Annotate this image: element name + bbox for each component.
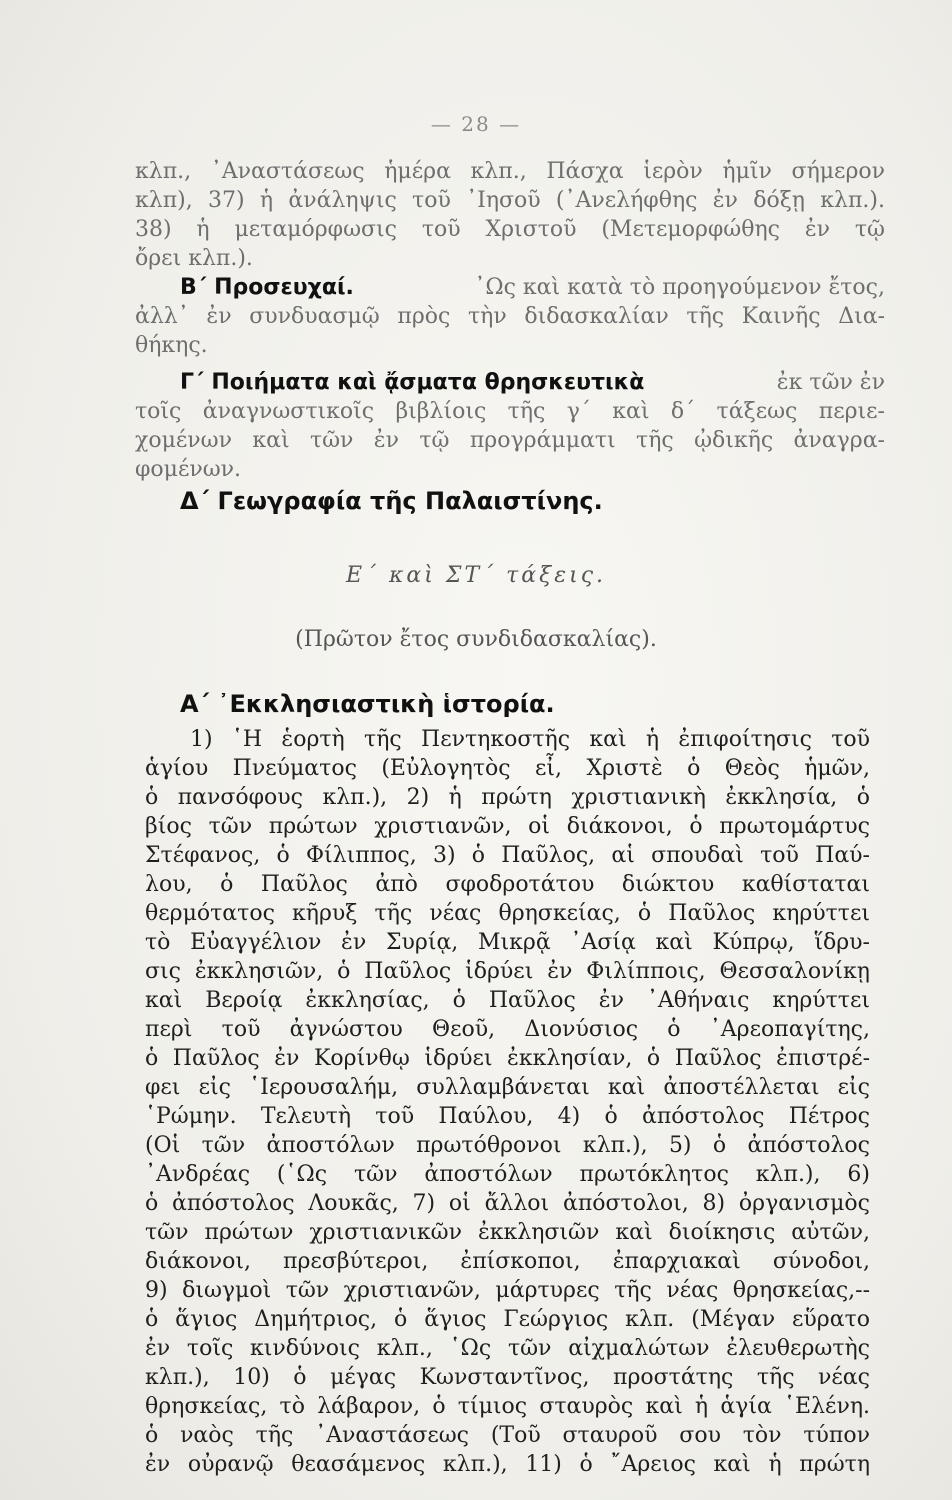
section-a-heading: Α΄ ᾿Εκκλησιαστικὴ ἱστορία. [180,690,555,718]
text-line: ᾿Ως καὶ κατὰ τὸ προηγούμενον ἔτος, [474,275,885,300]
text-line: ὁ πανσόφους κλπ.), 2) ἡ πρώτη χριστιανικὴ ἐκκλησία, ὁ [145,785,870,810]
text-line: τὸ Εὐαγγέλιον ἐν Συρίᾳ, Μικρᾷ ᾿Ασίᾳ καὶ Κύπρῳ, ἵδρυ- [145,930,870,955]
text-line: θερμότατος κῆρυξ τῆς νέας θρησκείας, ὁ Παῦλος κηρύττει [145,901,870,926]
section-d-heading: Δ΄ Γεωγραφία τῆς Παλαιστίνης. [180,487,603,515]
text-line: κλπ.), 10) ὁ μέγας Κωνσταντῖνος, προστάτης τῆς νέας [145,1365,870,1390]
text-line: σις ἐκκλησιῶν, ὁ Παῦλος ἱδρύει ἐν Φιλίπποις, Θεσσαλονίκῃ [145,959,870,984]
section-b-heading: Β΄ Προσευχαί. [180,275,354,300]
text-line: χομένων καὶ τῶν ἐν τῷ προγράμματι τῆς ᾠδικῆς ἀναγρα- [135,428,885,453]
text-line: ὁ Παῦλος ἐν Κορίνθῳ ἱδρύει ἐκκλησίαν, ὁ Παῦλος ἐπιστρέ- [145,1046,870,1071]
text-line: (Οἱ τῶν ἀποστόλων πρωτόθρονοι κλπ.), 5) ὁ ἀπόστολος [145,1133,870,1158]
text-line: Στέφανος, ὁ Φίλιππος, 3) ὁ Παῦλος, αἱ σπουδαὶ τοῦ Παύ- [145,843,870,868]
text-line: θρησκείας, τὸ λάβαρον, ὁ τίμιος σταυρὸς καὶ ἡ ἁγία ῾Ελένη. [145,1394,870,1419]
text-line: τοῖς ἀναγνωστικοῖς βιβλίοις τῆς γ΄ καὶ δ΄ τάξεως περιε- [135,399,885,424]
text-line: θήκης. [135,333,208,358]
section-b-first-line [135,273,885,302]
text-line: ὁ ἅγιος Δημήτριος, ὁ ἅγιος Γεώργιος κλπ. (Μέγαν εὕρατο [145,1307,870,1332]
text-line: ἐν τοῖς κινδύνοις κλπ., ῾Ως τῶν αἰχμαλώτων ἐλευθερωτὴς [145,1336,870,1361]
text-line: περὶ τοῦ ἀγνώστου Θεοῦ, Διονύσιος ὁ ᾿Αρεοπαγίτης, [145,1017,870,1042]
text-line: ἀλλ᾿ ἐν συνδυασμῷ πρὸς τὴν διδασκαλίαν τῆς Καινῆς Δια- [135,304,885,329]
text-line: τῶν πρώτων χριστιανικῶν ἐκκλησιῶν καὶ διοίκησις αὐτῶν, [145,1220,870,1245]
section-g-heading: Γ΄ Ποιήματα καὶ ᾄσματα θρησκευτικὰ [180,370,645,395]
text-line: 9) διωγμοὶ τῶν χριστιανῶν, μάρτυρες τῆς νέας θρησκείας,-- [145,1278,870,1303]
section-religious-poems [135,368,885,484]
text-line: κλπ., ᾿Αναστάσεως ἡμέρα κλπ., Πάσχα ἱερὸν ἡμῖν σήμερον [135,159,885,184]
text-line: βίος τῶν πρώτων χριστιανῶν, οἱ διάκονοι, ὁ πρωτομάρτυς [145,814,870,839]
text-line: 1) ῾Η ἑορτὴ τῆς Πεντηκοστῆς καὶ ἡ ἐπιφοίτησις τοῦ [190,727,870,752]
page-number: — 28 — [430,112,522,136]
text-line: ὁ ἀπόστολος Λουκᾶς, 7) οἱ ἄλλοι ἀπόστολοι, 8) ὀργανισμὸς [145,1191,870,1216]
year-heading: (Πρῶτον ἔτος συνδιδασκαλίας). [295,627,657,652]
text-line: καὶ Βεροίᾳ ἐκκλησίας, ὁ Παῦλος ἐν ᾿Αθήναις κηρύττει [145,988,870,1013]
text-line: ἐκ τῶν ἐν [776,370,885,395]
text-line: ᾿Ανδρέας (῾Ως τῶν ἀποστόλων πρωτόκλητος κλπ.), 6) [145,1162,870,1187]
text-line: ὄρει κλπ.). [135,246,253,271]
text-block-intro [135,157,885,273]
text-line: διάκονοι, πρεσβύτεροι, ἐπίσκοποι, ἐπαρχιακαὶ σύνοδοι, [145,1249,870,1274]
text-line: φει εἰς ῾Ιερουσαλήμ, συλλαμβάνεται καὶ ἀποστέλλεται εἰς [145,1075,870,1100]
text-line: ἐν οὐρανῷ θεασάμενος κλπ.), 11) ὁ ῎Αρειος καὶ ἡ πρώτη [145,1452,870,1477]
text-line: ὁ ναὸς τῆς ᾿Αναστάσεως (Τοῦ σταυροῦ σου τὸν τύπον [145,1423,870,1448]
text-line: κλπ), 37) ἡ ἀνάληψις τοῦ ᾿Ιησοῦ (᾿Ανελήφθης ἐν δόξῃ κλπ.). [135,188,885,213]
church-history-body [145,725,870,1479]
text-line: ἁγίου Πνεύματος (Εὐλογητὸς εἶ, Χριστὲ ὁ Θεὸς ἡμῶν, [145,756,870,781]
text-line: λου, ὁ Παῦλος ἀπὸ σφοδροτάτου διώκτου καθίσταται [145,872,870,897]
classes-heading: Ε΄ καὶ ΣΤ΄ τάξεις. [345,563,607,588]
section-prayers [135,273,885,360]
text-line: 38) ἡ μεταμόρφωσις τοῦ Χριστοῦ (Μετεμορφώθης ἐν τῷ [135,217,885,242]
text-line: φομένων. [135,457,242,482]
section-g-first-line [135,368,885,397]
text-line: ῾Ρώμην. Τελευτὴ τοῦ Παύλου, 4) ὁ ἀπόστολος Πέτρος [145,1104,870,1129]
